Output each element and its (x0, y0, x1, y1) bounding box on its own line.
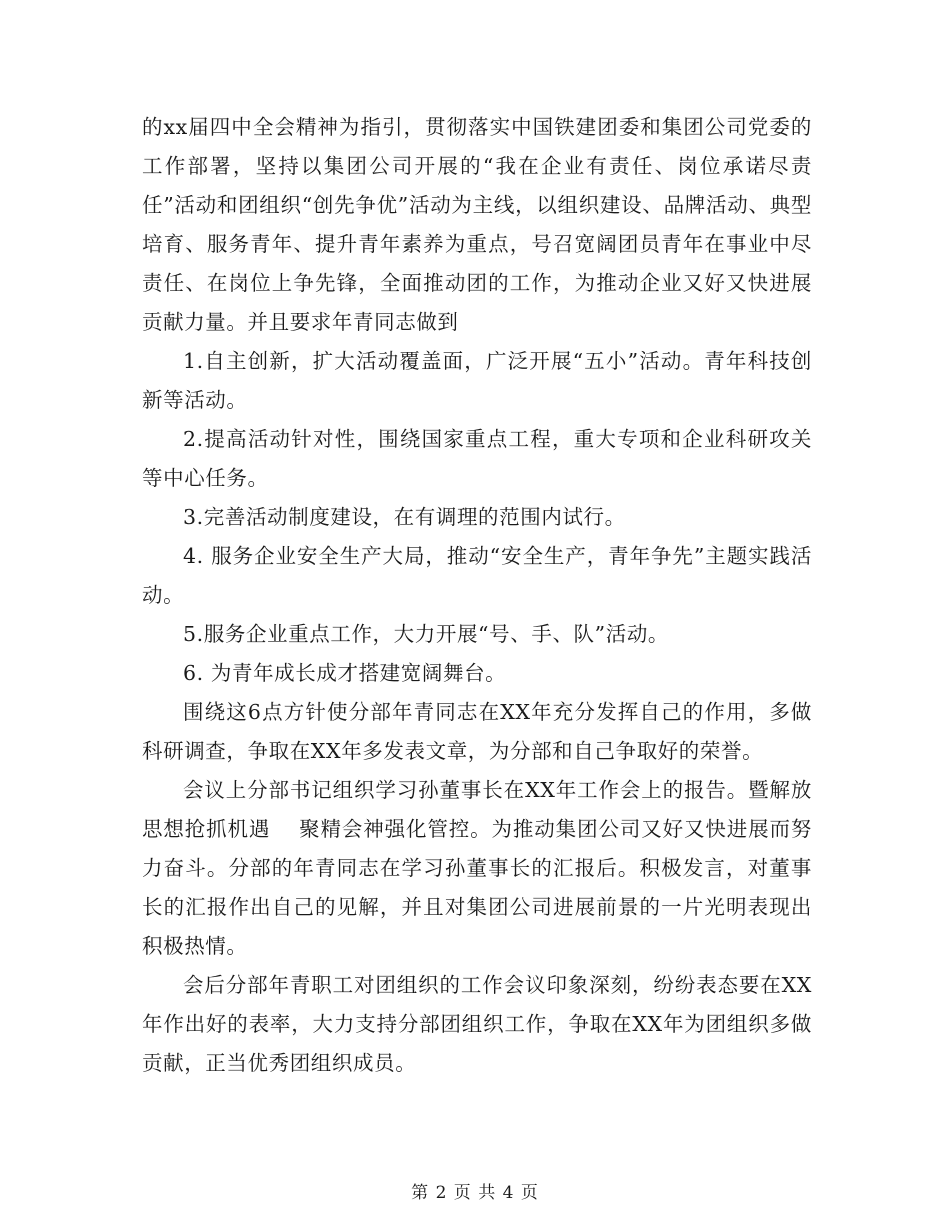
paragraph-4: 会后分部年青职工对团组织的工作会议印象深刻，纷纷表态要在XX年作出好的表率，大力支持分部团组织工作，争取在XX年为团组织多做贡献，正当优秀团组织成员。 (142, 973, 812, 1075)
paragraph-3: 会议上分部书记组织学习孙董事长在XX年工作会上的报告。暨解放思想抢抓机遇 聚精会神强化管控。为推动集团公司又好又快进展而努力奋斗。分部的年青同志在学习孙董事长的汇报后。积极发言，对董事长的汇报作出自己的见解，并且对集团公司进展前景的一片光明表现出积极热情。 (142, 778, 812, 958)
list-item-3: 3.完善活动制度建设，在有调理的范围内试行。 (183, 505, 626, 529)
paragraph-2: 围绕这6点方针使分部年青同志在XX年充分发挥自己的作用，多做科研调查，争取在XX年多发表文章，为分部和自己争取好的荣誉。 (142, 700, 812, 763)
list-item-1: 1.自主创新，扩大活动覆盖面，广泛开展“五小”活动。青年科技创新等活动。 (142, 349, 812, 412)
page-footer: 第 2 页 共 4 页 (411, 1183, 539, 1203)
list-item-5: 5.服务企业重点工作，大力开展“号、手、队”活动。 (183, 622, 670, 646)
list-item-2: 2.提高活动针对性，围绕国家重点工程，重大专项和企业科研攻关等中心任务。 (142, 427, 812, 490)
paragraph-1: 的xx届四中全会精神为指引，贯彻落实中国铁建团委和集团公司党委的工作部署，坚持以集团公司开展的“我在企业有责任、岗位承诺尽责任”活动和团组织“创先争优”活动为主线，以组织建设、品牌活动、典型培育、服务青年、提升青年素养为重点，号召宽阔团员青年在事业中尽责任、在岗位上争先锋，全面推动团的工作，为推动企业又好又快进展贡献力量。并且要求年青同志做到 (142, 115, 812, 334)
document-body (142, 108, 812, 1083)
list-item-6: 6. 为青年成长成才搭建宽阔舞台。 (183, 661, 507, 685)
list-item-4: 4. 服务企业安全生产大局，推动“安全生产，青年争先”主题实践活动。 (142, 544, 812, 607)
